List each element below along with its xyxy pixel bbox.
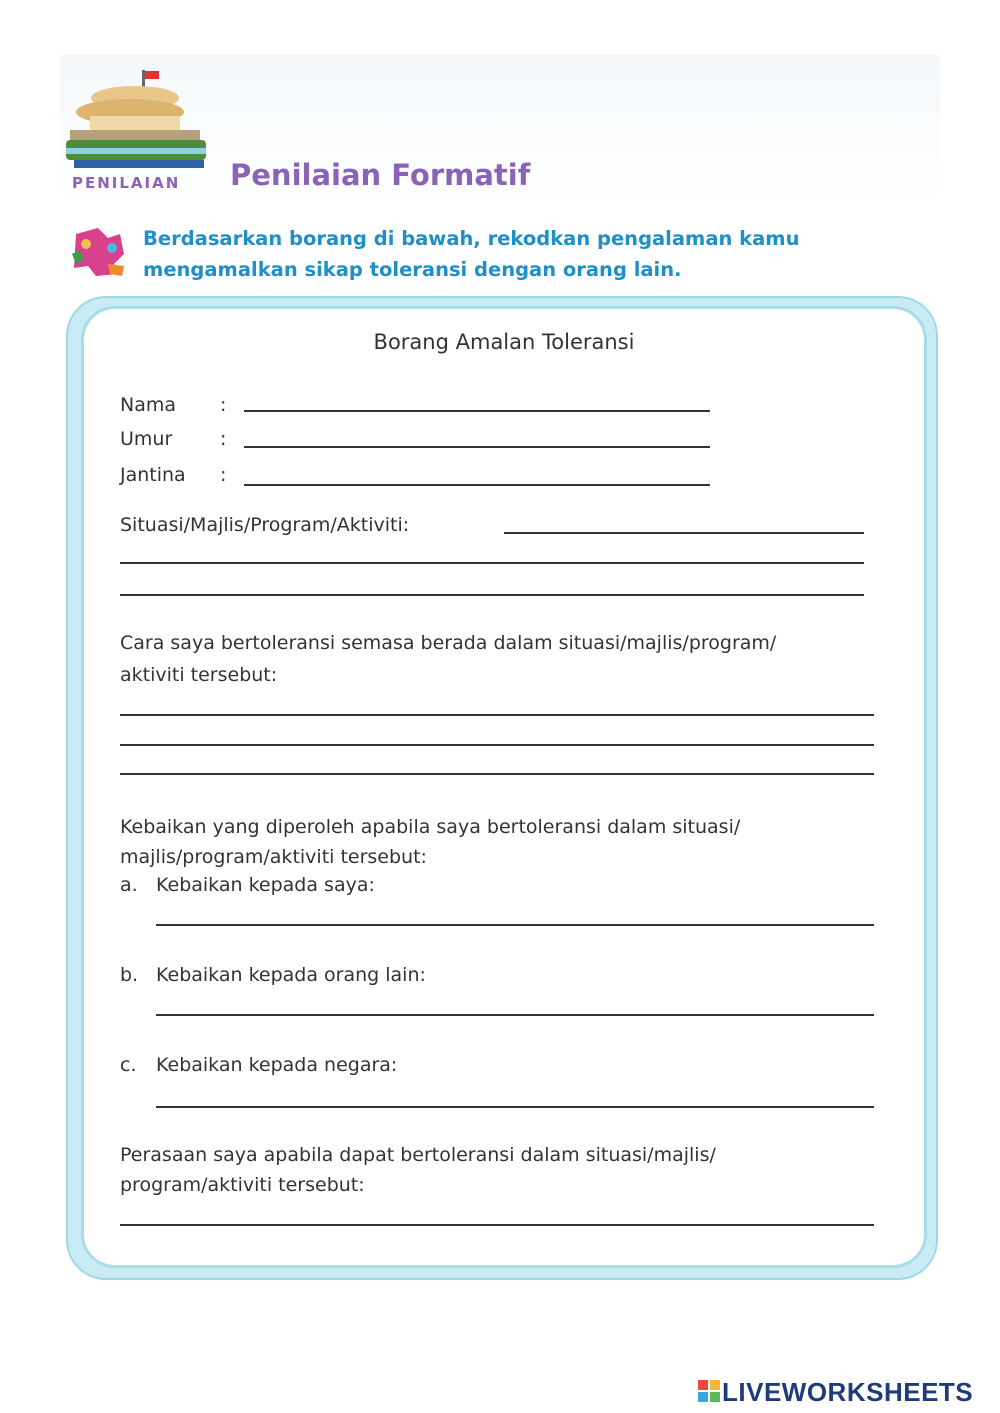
kebaikan-b-label: Kebaikan kepada orang lain: [156, 964, 426, 986]
kebaikan-a-marker: a. [120, 874, 138, 896]
field-colon-nama: : [220, 394, 227, 416]
kebaikan-a-input-line[interactable] [156, 924, 874, 926]
watermark-text: LIVEWORKSHEETS [722, 1377, 974, 1407]
children-puzzle-icon [68, 224, 130, 280]
perasaan-input-line[interactable] [120, 1224, 874, 1226]
kebaikan-c-marker: c. [120, 1054, 137, 1076]
instruction-line-1: Berdasarkan borang di bawah, rekodkan pengalaman kamu [143, 227, 800, 250]
situasi-label: Situasi/Majlis/Program/Aktiviti: [120, 514, 410, 536]
perasaan-label-line-2: program/aktiviti tersebut: [120, 1174, 365, 1196]
kebaikan-c-label: Kebaikan kepada negara: [156, 1054, 398, 1076]
cara-label-line-2: aktiviti tersebut: [120, 664, 278, 686]
form-frame-inner [81, 306, 927, 1268]
field-label-nama: Nama [120, 394, 177, 416]
kebaikan-label-line-1: Kebaikan yang diperoleh apabila saya bertoleransi dalam situasi/ [120, 816, 741, 838]
kebaikan-b-input-line[interactable] [156, 1014, 874, 1016]
instruction-text [143, 223, 903, 285]
field-label-jantina: Jantina [120, 464, 186, 486]
field-colon-jantina: : [220, 464, 227, 486]
kebaikan-label-line-2: majlis/program/aktiviti tersebut: [120, 846, 427, 868]
umur-input-line[interactable] [244, 446, 710, 448]
liveworksheets-logo-icon [698, 1380, 720, 1402]
cara-label-line-1: Cara saya bertoleransi semasa berada dalam situasi/majlis/program/ [120, 632, 777, 654]
perasaan-label-line-1: Perasaan saya apabila dapat bertoleransi dalam situasi/majlis/ [120, 1144, 716, 1166]
situasi-input-line-1[interactable] [504, 532, 864, 534]
cara-input-line-2[interactable] [120, 744, 874, 746]
field-colon-umur: : [220, 428, 227, 450]
page-title: Penilaian Formatif [230, 158, 531, 192]
cara-input-line-1[interactable] [120, 714, 874, 716]
logo-text: PENILAIAN [72, 174, 181, 192]
jantina-input-line[interactable] [244, 484, 710, 486]
nama-input-line[interactable] [244, 410, 710, 412]
cara-input-line-3[interactable] [120, 773, 874, 775]
situasi-input-line-3[interactable] [120, 594, 864, 596]
situasi-input-line-2[interactable] [120, 562, 864, 564]
kebaikan-a-label: Kebaikan kepada saya: [156, 874, 375, 896]
form-title: Borang Amalan Toleransi [373, 330, 635, 354]
instruction-line-2: mengamalkan sikap toleransi dengan orang lain. [143, 258, 682, 281]
kebaikan-c-input-line[interactable] [156, 1106, 874, 1108]
field-label-umur: Umur [120, 428, 173, 450]
kebaikan-b-marker: b. [120, 964, 139, 986]
